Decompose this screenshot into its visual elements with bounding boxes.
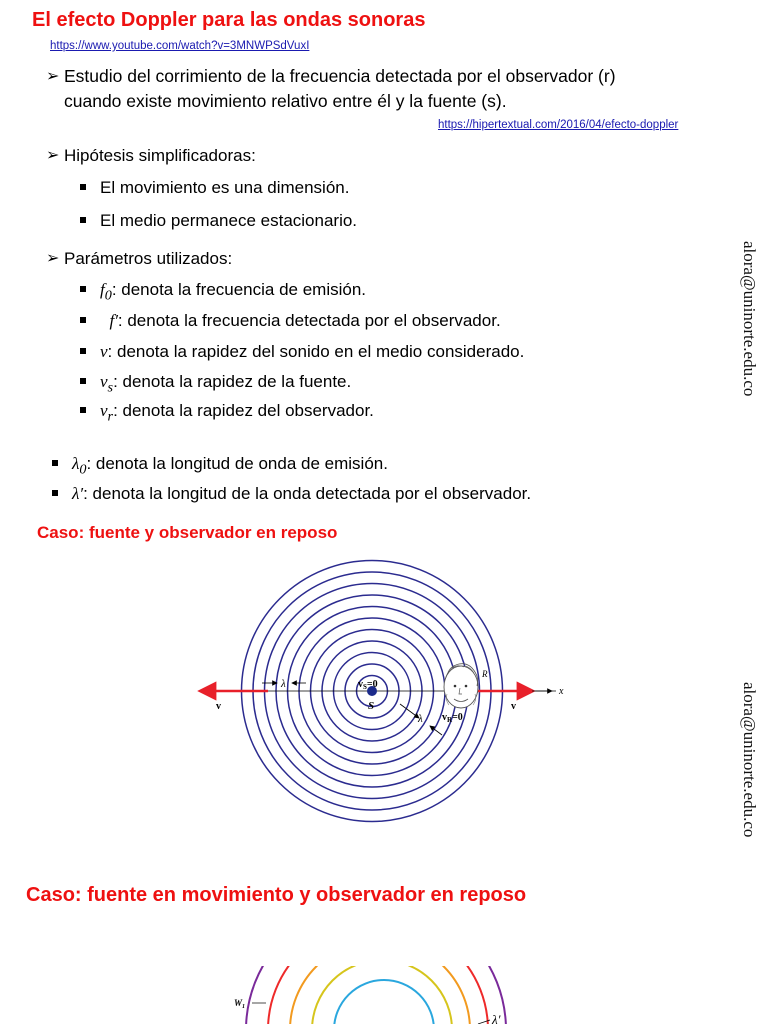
square-bullet-icon — [52, 490, 58, 496]
parameter-item — [80, 401, 374, 425]
param-text: : denota la frecuencia detectada por el observador. — [117, 311, 501, 330]
velocity-label-left: v — [216, 701, 221, 712]
square-bullet-icon — [80, 348, 86, 354]
param-symbol: f — [109, 311, 115, 330]
param-symbol: v — [100, 401, 108, 420]
vs-equals: =0 — [366, 679, 378, 690]
wavelength-symbol: λ — [72, 484, 80, 503]
wavefront-w1-label — [234, 998, 245, 1010]
wavelength-symbol: λ — [72, 454, 80, 473]
x-axis-label: x — [559, 686, 564, 697]
author-email-watermark: alora@uninorte.edu.co — [740, 682, 759, 838]
wavelength-subscript: 0 — [79, 461, 87, 478]
w1-subscript: 1 — [242, 1004, 246, 1010]
intro-line-2: cuando existe movimiento relativo entre él y la fuente (s). — [64, 91, 507, 111]
parameter-item — [80, 342, 524, 362]
case1-heading: Caso: fuente y observador en reposo — [37, 523, 338, 542]
wavefront-purple — [246, 966, 506, 1024]
param-text: : denota la rapidez de la fuente. — [113, 372, 352, 391]
intro-line-1: Estudio del corrimiento de la frecuencia detectada por el observador (r) — [64, 66, 616, 86]
vs-symbol: v — [358, 679, 363, 690]
velocity-label-right: v — [511, 701, 516, 712]
hypotheses-heading-text: Hipótesis simplificadoras: — [64, 146, 256, 165]
author-email-watermark: alora@uninorte.edu.co — [740, 241, 759, 397]
square-bullet-icon — [80, 317, 86, 323]
wavelength-diag-label: λ — [418, 713, 423, 725]
arrow-bullet-icon: ➢ — [46, 68, 60, 85]
vr-symbol: v — [442, 712, 447, 723]
vr-subscript: R — [447, 716, 453, 724]
square-bullet-icon — [80, 407, 86, 413]
param-subscript: s — [107, 379, 114, 396]
square-bullet-icon — [80, 217, 86, 223]
hypothesis-text: El movimiento es una dimensión. — [100, 178, 350, 197]
wavelength-item — [52, 484, 531, 504]
wavelength-label: λ — [281, 678, 286, 690]
param-subscript: 0 — [104, 287, 112, 304]
square-bullet-icon — [52, 460, 58, 466]
parameter-item — [80, 280, 366, 304]
square-bullet-icon — [80, 378, 86, 384]
param-symbol: f — [100, 280, 105, 299]
stationary-source-diagram — [196, 552, 572, 828]
wavelength-text: : denota la longitud de onda de emisión. — [86, 454, 388, 473]
param-text: : denota la rapidez del sonido en el medio considerado. — [107, 342, 525, 361]
param-symbol: v — [100, 342, 108, 361]
source-velocity-label — [358, 679, 378, 691]
hipertextual-link[interactable]: https://hipertextual.com/2016/04/efecto-doppler — [438, 119, 679, 131]
case2-heading: Caso: fuente en movimiento y observador en reposo — [26, 884, 527, 906]
wavelength-diag-marker-a — [400, 704, 419, 718]
source-label: S — [368, 700, 375, 712]
square-bullet-icon — [80, 184, 86, 190]
parameter-item — [80, 311, 501, 331]
w1-symbol: W — [234, 998, 243, 1008]
square-bullet-icon — [80, 286, 86, 292]
page-title: El efecto Doppler para las ondas sonoras — [32, 9, 426, 31]
param-subscript: r — [107, 408, 114, 425]
parameter-item — [80, 372, 351, 396]
observer-label: R — [482, 669, 488, 679]
observer-velocity-label — [442, 712, 463, 724]
moving-source-diagram — [200, 966, 560, 1024]
vr-equals: =0 — [452, 712, 463, 723]
wavefront-red — [268, 966, 488, 1024]
param-symbol: v — [100, 372, 108, 391]
lambda-prime-label: λ′ — [492, 1012, 501, 1024]
wavelength-prime: ′ — [79, 484, 84, 503]
param-text: : denota la rapidez del observador. — [113, 401, 374, 420]
parameters-heading — [46, 248, 232, 269]
arrow-bullet-icon: ➢ — [46, 250, 60, 267]
wavefront-blue — [334, 980, 434, 1024]
wavelength-text: : denota la longitud de la onda detectada por el observador. — [83, 484, 532, 503]
hypothesis-text: El medio permanece estacionario. — [100, 211, 358, 230]
observer-face-icon — [444, 664, 478, 708]
param-text: : denota la frecuencia de emisión. — [111, 280, 367, 299]
hypotheses-heading — [46, 145, 256, 166]
wavelength-item — [52, 454, 388, 478]
parameters-heading-text: Parámetros utilizados: — [64, 249, 233, 268]
youtube-link[interactable]: https://www.youtube.com/watch?v=3MNWPSdVuxI — [50, 40, 310, 52]
param-prime: ′ — [114, 311, 118, 330]
intro-paragraph — [46, 64, 734, 114]
vs-subscript: S — [363, 683, 367, 691]
hypothesis-item — [80, 178, 349, 198]
hypothesis-item — [80, 211, 357, 231]
arrow-bullet-icon: ➢ — [46, 147, 60, 164]
